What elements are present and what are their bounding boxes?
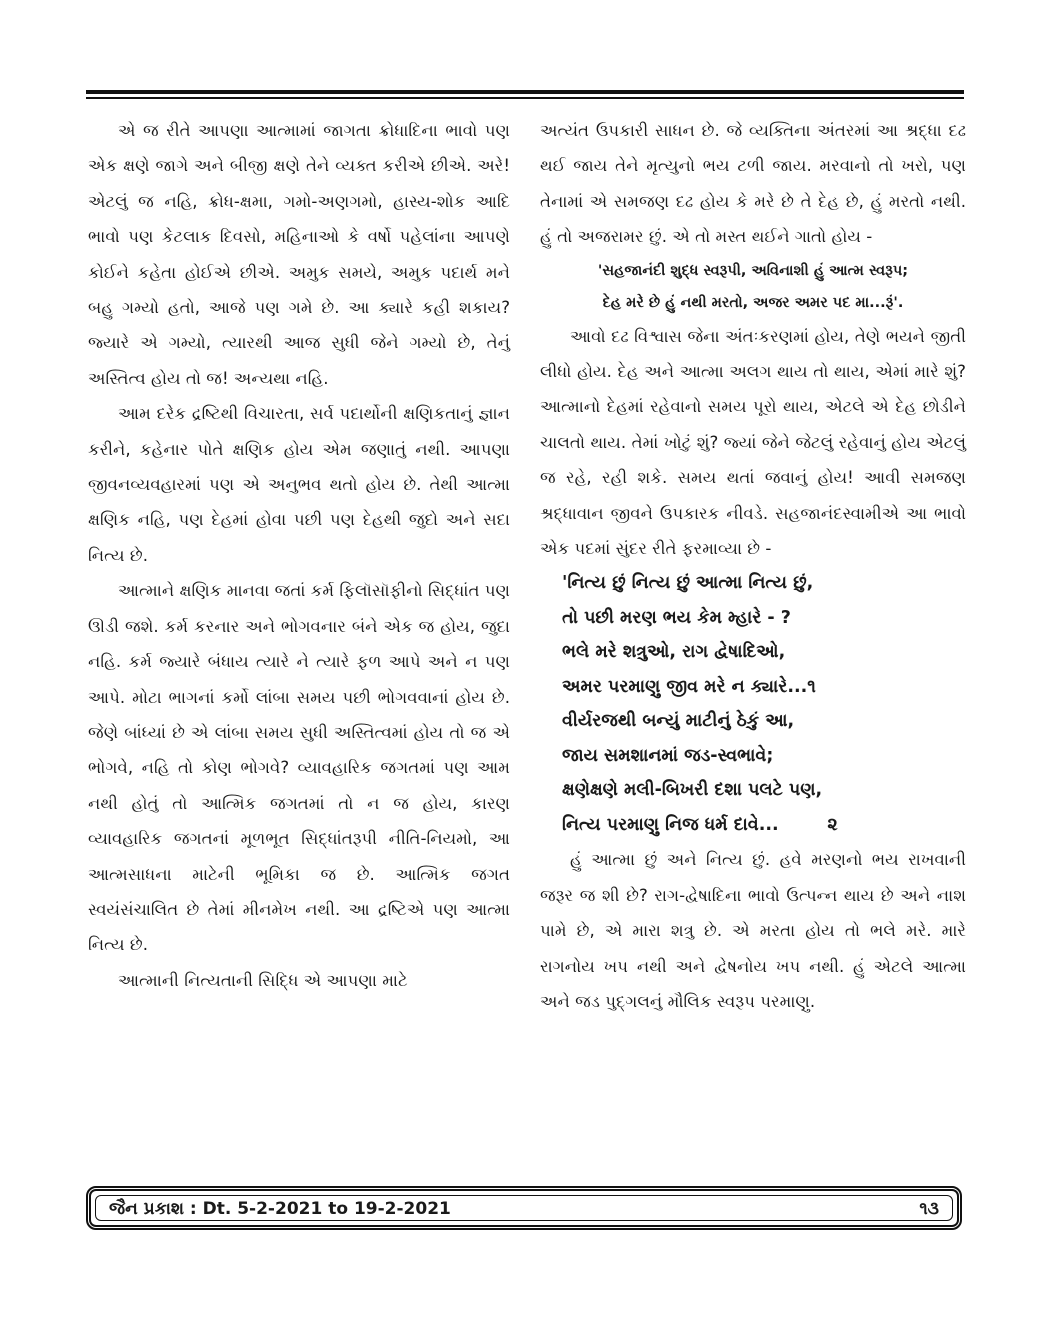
top-rule-thin: [86, 97, 964, 99]
paragraph: એ જ રીતે આપણા આત્મામાં જાગતા ક્રોધાદિના ભાવો પણ એક ક્ષણે જાગે અને બીજી ક્ષણે તેને વ્યક્ત કરીએ છીએ. અરે! એટલું જ નહિ, ક્રોધ-ક્ષમા, ગમો-અણગમો, હાસ્ય-શોક આદિ ભાવો પણ કેટલાક દિવસો, મહિનાઓ કે વર્ષો પહેલાંના આપણે કોઈને કહેતા હોઈએ છીએ. અમુક સમયે, અમુક પદાર્થ મને બહુ ગમ્યો હતો, આજે પણ ગમે છે. આ ક્યારે કહી શકાય? જ્યારે એ ગમ્યો, ત્યારથી આજ સુધી જેને ગમ્યો છે, તેનું અસ્તિત્વ હોય તો જ! અન્યથા નહિ.: [88, 121, 510, 388]
poem-line: તો પછી મરણ ભય કેમ મ્હારે - ?: [562, 607, 791, 628]
paragraph: આત્માની નિત્યતાની સિદ્ધિ એ આપણા માટે: [118, 970, 408, 990]
poem-line: અમર પરમાણુ જીવ મરે ન ક્યારે...૧: [562, 676, 816, 697]
left-column: [88, 113, 510, 998]
poem-line: ભલે મરે શત્રુઓ, રાગ દ્વેષાદિઓ,: [562, 642, 786, 663]
paragraph: હું આત્મા છું અને નિત્ય છું. હવે મરણનો ભય રાખવાની જરૂર જ શી છે? રાગ-દ્વેષાદિના ભાવો ઉત્પન્ન થાય છે અને નાશ પામે છે, એ મારા શત્રુ છે. એ મરતા હોય તો ભલે મરે. મારે રાગનોય ખપ નથી અને દ્વેષનોય ખપ નથી. હું એટલે આત્મા અને જડ પુદ્ગલનું મૌલિક સ્વરૂપ પરમાણુ.: [540, 850, 966, 1012]
paragraph: આત્માને ક્ષણિક માનવા જતાં કર્મ ફિલૉસૉફીનો સિદ્ધાંત પણ ઊડી જશે. કર્મ કરનાર અને ભોગવનાર બંને એક જ હોય, જુદા નહિ. કર્મ જ્યારે બંધાય ત્યારે ને ત્યારે ફળ આપે અને ન પણ આપે. મોટા ભાગનાં કર્મો લાંબા સમય પછી ભોગવવાનાં હોય છે. જેણે બાંધ્યાં છે એ લાંબા સમય સુધી અસ્તિત્વમાં હોય તો જ એ ભોગવે, નહિ તો કોણ ભોગવે? વ્યાવહારિક જગતમાં પણ આમ નથી હોતું તો આત્મિક જગતમાં તો ન જ હોય, કારણ વ્યાવહારિક જગતનાં મૂળભૂત સિદ્ધાંતરૂપી નીતિ-નિયમો, આ આત્મસાધના માટેની ભૂમિકા જ છે. આત્મિક જગત સ્વયંસંચાલિત છે તેમાં મીનમેખ નથી. આ દ્રષ્ટિએ પણ આત્મા નિત્ય છે.: [88, 581, 510, 955]
footer-box: [86, 1186, 962, 1230]
right-column: [540, 113, 966, 1020]
verse-line: દેહ મરે છે હું નથી મરતો, અજર અમર પદ મા...રૂં'.: [602, 294, 904, 311]
poem-line: નિત્ય પરમાણુ નિજ ધર્મ દાવે... ૨: [562, 814, 838, 835]
paragraph: અત્યંત ઉપકારી સાધન છે. જે વ્યક્તિના અંતરમાં આ શ્રદ્ધા દઢ થઈ જાય તેને મૃત્યુનો ભય ટળી જાય. મરવાનો તો ખરો, પણ તેનામાં એ સમજણ દઢ હોય કે મરે છે તે દેહ છે, હું મરતો નથી. હું તો અજરામર છું. એ તો મસ્ત થઈને ગાતો હોય -: [540, 121, 966, 247]
verse-line: 'સહજાનંદી શુદ્ધ સ્વરૂપી, અવિનાશી હું આત્મ સ્વરૂપ;: [597, 262, 909, 279]
poem-line: જાય સમશાનમાં જડ-સ્વભાવે;: [562, 745, 774, 766]
paragraph: આવો દઢ વિશ્વાસ જેના અંતઃકરણમાં હોય, તેણે ભયને જીતી લીધો હોય. દેહ અને આત્મા અલગ થાય તો થાય, એમાં મારે શું? આત્માનો દેહમાં રહેવાનો સમય પૂરો થાય, એટલે એ દેહ છોડીને ચાલતો થાય. તેમાં ખોટું શું? જ્યાં જેને જેટલું રહેવાનું હોય એટલું જ રહે, રહી શકે. સમય થતાં જવાનું હોય! આવી સમજણ શ્રદ્ધાવાન જીવને ઉપકારક નીવડે. સહજાનંદસ્વામીએ આ ભાવો એક પદમાં સુંદર રીતે ફરમાવ્યા છે -: [540, 326, 966, 559]
poem-line: વીર્યરજથી બન્યું માટીનું ઠેકું આ,: [562, 711, 795, 732]
poem-line: 'નિત્ય છું નિત્ય છું આત્મા નિત્ય છું,: [562, 573, 814, 594]
poem-line: ક્ષણેક્ષણે મલી-બિખરી દશા પલટે પણ,: [562, 780, 823, 801]
footer-title: જૈન પ્રકાશ : Dt. 5-2-2021 to 19-2-2021: [109, 1199, 451, 1219]
top-rule-thick: [86, 90, 964, 94]
paragraph: આમ દરેક દ્રષ્ટિથી વિચારતા, સર્વ પદાર્થોની ક્ષણિકતાનું જ્ઞાન કરીને, કહેનાર પોતે ક્ષણિક હોય એમ જણાતું નથી. આપણા જીવનવ્યવહારમાં પણ એ અનુભવ થતો હોય છે. તેથી આત્મા ક્ષણિક નહિ, પણ દેહમાં હોવા પછી પણ દેહથી જુદો અને સદા નિત્ય છે.: [88, 404, 510, 565]
page-number: ૧૩: [919, 1199, 939, 1219]
